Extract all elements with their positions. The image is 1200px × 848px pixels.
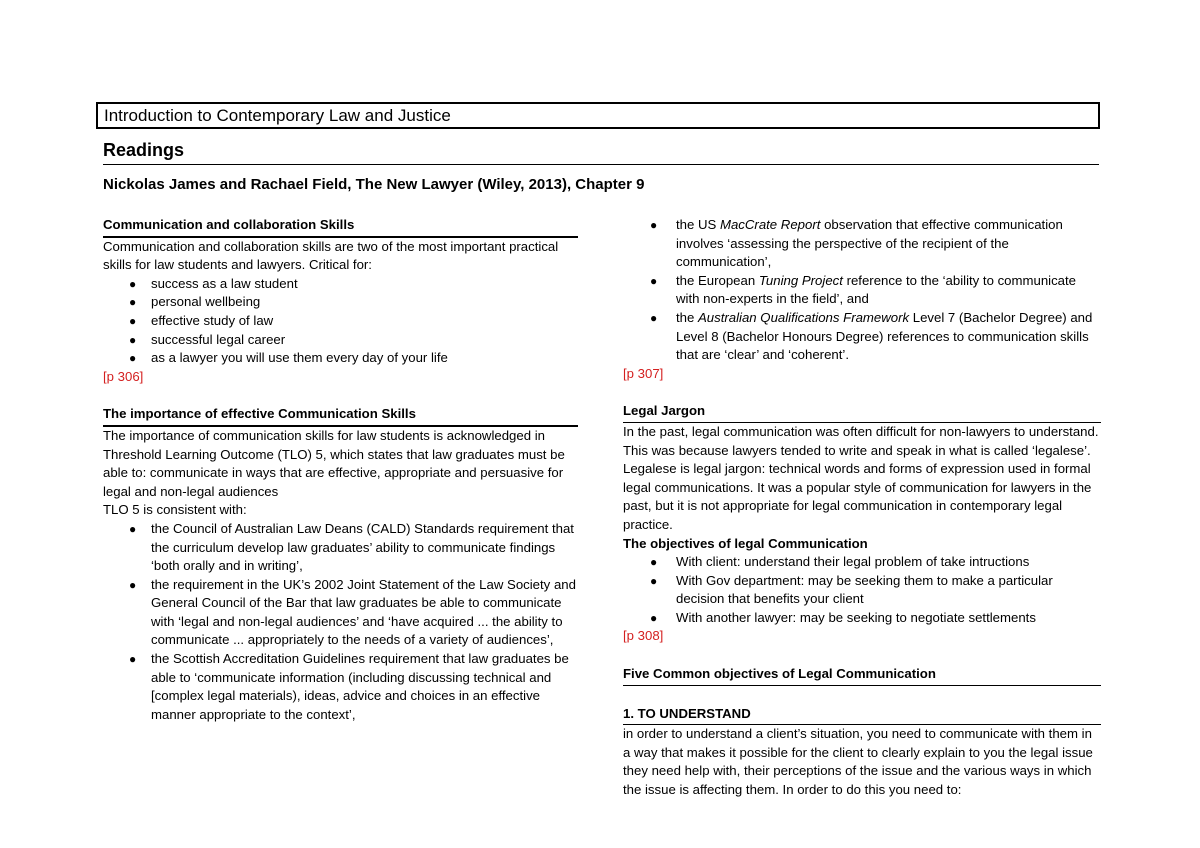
list-item: ● the Scottish Accreditation Guidelines requirement that law graduates be able to ‘communicate information (including discussing technical and [complex legal materials), ideas, advice and choices in an effective manner appropriate to the context’, (129, 651, 569, 722)
bullet-icon: ● (129, 295, 137, 310)
bullet-icon: ● (129, 351, 137, 366)
list-item: ● With another lawyer: may be seeking to negotiate settlements (623, 609, 1101, 628)
bullet-icon: ● (650, 273, 658, 288)
bullet-icon: ● (650, 310, 658, 325)
bullet-icon: ● (650, 218, 658, 232)
list-item: ● the requirement in the UK’s 2002 Joint Statement of the Law Society and General Council of the Bar that law graduates be able to communicate with ‘legal and non-legal audiences’ and ‘have acquired ... the ability to communicate ... appropriately to the needs of a variety of audiences’, (129, 576, 576, 648)
list-item: ● as a lawyer you will use them every day of your life (103, 349, 578, 368)
importance-body: The importance of communication skills for law students is acknowledged in Threshold Learning Outcome (TLO) 5, which states that law graduates must be able to: communicate in ways that are effective, appropriate and persuasive for legal and non-legal audiences (103, 427, 565, 499)
bullet-icon: ● (129, 276, 137, 291)
bullet-icon: ● (650, 573, 658, 588)
bullet-icon: ● (129, 577, 137, 592)
readings-heading: Readings (103, 139, 1099, 165)
international-standards-list (623, 216, 1101, 365)
bullet-icon: ● (129, 332, 137, 347)
comm-skills-intro: Communication and collaboration skills are two of the most important practical skills for law students and lawyers. Critical for: (103, 238, 559, 273)
objectives-list (623, 553, 1101, 627)
tlo5-consistent-intro: TLO 5 is consistent with: (103, 502, 247, 518)
citation-line: Nickolas James and Rachael Field, The New Lawyer (Wiley, 2013), Chapter 9 (103, 176, 645, 193)
list-item: ● successful legal career (103, 331, 578, 350)
legal-jargon-heading: Legal Jargon (623, 402, 1101, 423)
page-ref-307: [p 307] (623, 365, 664, 381)
list-item: ● the US MacCrate Report observation that effective communication involves ‘assessing the perspective of the recipient of the communication’, (650, 217, 1063, 270)
to-understand-body: in order to understand a client’s situation, you need to communicate with them in a way that makes it possible for the client to clearly explain to you the legal issue they need help with, their perceptions of the issue and the various ways in which the issue is affecting them. In order to do this you need to: (623, 726, 1093, 798)
bullet-icon: ● (129, 313, 137, 328)
bullet-icon: ● (129, 652, 137, 667)
left-column (103, 216, 578, 724)
list-item: ● success as a law student (103, 275, 578, 294)
right-column (623, 216, 1101, 800)
to-understand-heading: 1. TO UNDERSTAND (623, 705, 1101, 726)
list-item: ● the Council of Australian Law Deans (CALD) Standards requirement that the curriculum develop law graduates’ ability to communicate findings ‘both orally and in writing’, (129, 520, 574, 574)
critical-for-list (103, 275, 578, 368)
legal-jargon-body: In the past, legal communication was often difficult for non-lawyers to understand. This was because lawyers tended to write and speak in what is called ‘legalese’. Legalese is legal jargon: technical words and forms of expression used in formal legal communications. It was a popular style of communication for lawyers in the past, but it is not appropriate for legal communication in contemporary legal practice. (623, 423, 1099, 532)
bullet-icon: ● (129, 521, 137, 536)
list-item: ● the Australian Qualifications Framework Level 7 (Bachelor Degree) and Level 8 (Bachelor Honours Degree) references to communication skills that are ‘clear’ and ‘coherent’. (650, 309, 1093, 363)
bullet-icon: ● (650, 555, 658, 570)
page-ref-308: [p 308] (623, 628, 664, 644)
page-ref-306: [p 306] (103, 368, 144, 384)
course-title: Introduction to Contemporary Law and Justice (96, 102, 1100, 129)
five-objectives-heading: Five Common objectives of Legal Communication (623, 665, 1101, 686)
list-item: ● With client: understand their legal problem of take intructions (623, 553, 1101, 572)
list-item: ● With Gov department: may be seeking them to make a particular decision that benefits your client (650, 572, 1053, 607)
list-item: ● personal wellbeing (103, 293, 578, 312)
importance-heading: The importance of effective Communication Skills (103, 405, 578, 427)
bullet-icon: ● (650, 610, 658, 625)
list-item: ● effective study of law (103, 312, 578, 331)
objectives-heading: The objectives of legal Communication (623, 535, 868, 551)
list-item: ● the European Tuning Project reference to the ‘ability to communicate with non-experts in the field’, and (650, 272, 1077, 307)
tlo5-list (103, 520, 578, 725)
comm-skills-heading: Communication and collaboration Skills (103, 216, 578, 238)
